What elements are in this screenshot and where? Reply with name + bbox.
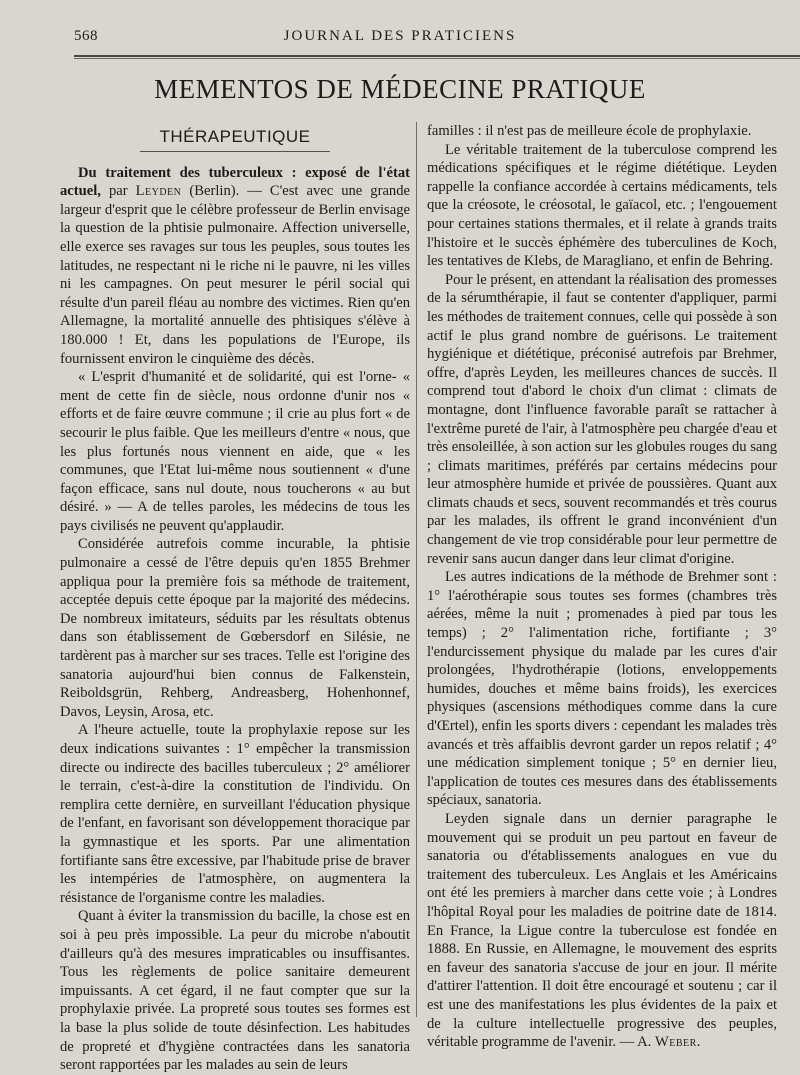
signature: Weber. (654, 1034, 701, 1051)
paragraph-conclusion (427, 810, 777, 1052)
paragraph-conclusion-text: Leyden signale dans un dernier paragraphe le mouvement qui se produit un peu partout en faveur de sanatoria ou d'établissements analogues en vue du traitement des tuberculeux. Les Anglais et les Américains ont été les premiers à marcher dans cette voie ; à Londres l'hôpital Royal pour les maladies de poitrine date de 1814. En France, la Ligue contre la tuberculose est fondée en 1888. En Russie, en Allemagne, le mouvement des esprits en faveur des sanatoria s'accuse de jour en jour. Il mérite d'attirer l'attention. Il doit être encouragé et soutenu ; car il est une des manifestations les plus évidentes de la paix et de la culture intellectuelle progressive des peuples, véritable programme de l'avenir. — A. (427, 810, 777, 1051)
paragraph-continued: familles : il n'est pas de meilleure école de prophylaxie. (427, 123, 752, 139)
section-underline (140, 151, 330, 152)
paragraph-brehmer-indications: Les autres indications de la méthode de Brehmer sont : 1° l'aérothérapie sous toutes ses formes (chambres très aérées, même la nuit ; promenades à pied par tous les temps) ; 2° l'alimentation riche, fortifiante ; 3° l'endurcissement physique du malade par les cures d'air prolongées, l'hydrothérapie (lotions, enveloppements humides, douches et même bains froids), les exercices physiques (ascensions méthodiques comme dans la cure d'Œrtel), enfin les sports divers : cependant les malades très avancés et très affaiblis devront garder un repos relatif ; 4° une médication simplement tonique ; 5° en dernier lieu, l'application de toutes ces mesures dans des établissements spéciaux, sanatoria. (427, 569, 777, 809)
page-number: 568 (74, 28, 98, 44)
paragraph-serumtherapie: Pour le présent, en attendant la réalisation des promesses de la sérumthérapie, il faut se contenter d'appliquer, parmi les méthodes de traitement connues, celle qui possède à son actif le plus grand nombre de guérisons. Le traitement hygiénique et diététique, préconisé autrefois par Brehmer, offre, d'après Leyden, les meilleures chances de succès. Il comprend tout d'abord le choix d'un climat : climats de montagne, dont l'influence favorable paraît se rattacher à l'extrême pureté de l'air, à l'atmosphère peu chargée d'eau et très ensoleillée, à son action sur les globules rouges du sang ; climats maritimes, préférés par certains médecins pour leur atmosphère humide et privée de poussières. Quant aux climats chauds et secs, souvent recommandés et très courus par les malades, ils offrent le grand inconvénient d'un changement de vie trop considérable pour leur permettre de revenir sans aucun danger dans leur climat d'origine. (427, 271, 777, 567)
paragraph-prophylaxie: A l'heure actuelle, toute la prophylaxie repose sur les deux indications suivantes : 1° empêcher la transmission directe ou indirecte des bacilles tuberculeux ; 2° améliorer le terrain, c'est-à-dire la constitution de l'individu. On remplira cette dernière, en surveillant l'éducation physique de l'enfant, en favorisant son développement thoracique par la gymnastique et les sports. Par une alimentation fortifiante sans être excessive, par l'habitude prise de braver les intempéries de l'atmosphère, on augmentera la résistance de l'organisme contre les maladies. (60, 722, 410, 906)
paragraph-transmission: Quant à éviter la transmission du bacille, la chose est en soi à peu près impossible. La peur du microbe n'aboutit d'ailleurs qu'à des mesures impraticables ou insuffisantes. Tous les règlements de police sanitaire demeurent impuissants. A cet égard, il ne faut compter que sur la prophylaxie privée. La propreté sous toutes ses formes est la base la plus solide de toute désinfection. Les habitudes de propreté et d'hygiène contractées dans les sanatoria seront rapportées par les malades au sein de leurs (60, 908, 410, 1074)
column-divider (416, 122, 417, 1017)
header-rule (74, 55, 800, 57)
journal-title: JOURNAL DES PRATICIENS (283, 28, 517, 44)
paragraph-traitement: Le véritable traitement de la tuberculose comprend les médications spécifiques et le régime diététique. Leyden rappelle la confiance accordée à certains médicaments, tels que la créosote, le créosotal, le gaïacol, etc. ; l'engouement pour certaines stations thermales, et il relate à grands traits l'histoire et le succès éphémère des tuberculines de Koch, les tentatives de Klebs, de Maragliano, et enfin de Behring. (427, 141, 777, 270)
article-lead: Du traitement des tuberculeux : exposé de l'état actuel, (60, 164, 410, 200)
left-column (60, 122, 410, 1075)
main-title: MEMENTOS DE MÉDECINE PRATIQUE (154, 74, 646, 104)
header-rule-thin (74, 58, 800, 59)
paragraph-brehmer: Considérée autrefois comme incurable, la phtisie pulmonaire a cessé de l'être depuis qu'en 1855 Brehmer appliqua pour la première fois sa méthode de traitement, acceptée depuis cette époque par la majorité des médecins. De nombreux imitateurs, séduits par les résultats obtenus dans son établissement de Gœbersdorf en Silésie, ne tardèrent pas à marcher sur ses traces. Telle est l'origine des sanatoria aujourd'hui bien connus de Falkenstein, Reiboldsgrün, Rehberg, Andreasberg, Hohenhonnef, Davos, Leysin, Arosa, etc. (60, 536, 410, 720)
paragraph-intro (60, 164, 410, 369)
section-title: THÉRAPEUTIQUE (159, 127, 311, 146)
paragraph-quote: « L'esprit d'humanité et de solidarité, qui est l'orne- « ment de cette fin de siècle, nous ordonne d'unir nos « efforts et de faire œuvre commune ; il crie au plus fort « de secourir le plus faible. Que les meilleurs d'entre « nous, que les plus fortunés nous viennent en aide, que « les communes, que l'Etat lui-même nous soutiennent « d'une façon efficace, sans nul doute, nous toucherons « au but désiré. » — A de telles paroles, les médecins de tous les pays civilisés ne peuvent qu'applaudir. (60, 369, 410, 534)
running-head (0, 28, 800, 48)
right-column (427, 122, 777, 1052)
paragraph-intro-text: (Berlin). — C'est avec une grande largeur d'esprit que le célèbre professeur de Berlin envisage la question de la phtisie pulmonaire. Affection universelle, elle exerce ses ravages sur tous les peuples, sous toutes les latitudes, ne respectant ni le riche ni le pauvre, ni les villes ni les campagnes. On peut mesurer le péril social qui résulte d'un pareil fléau au nombre des victimes. Rien qu'en Allemagne, la mortalité annuelle des phtisiques s'élève à 180.000 ! Et, dans les populations de l'Europe, ils fournissent environ le cinquième des décès. (60, 183, 410, 367)
author-prefix: par (100, 183, 136, 200)
author-name: Leyden (135, 183, 182, 200)
